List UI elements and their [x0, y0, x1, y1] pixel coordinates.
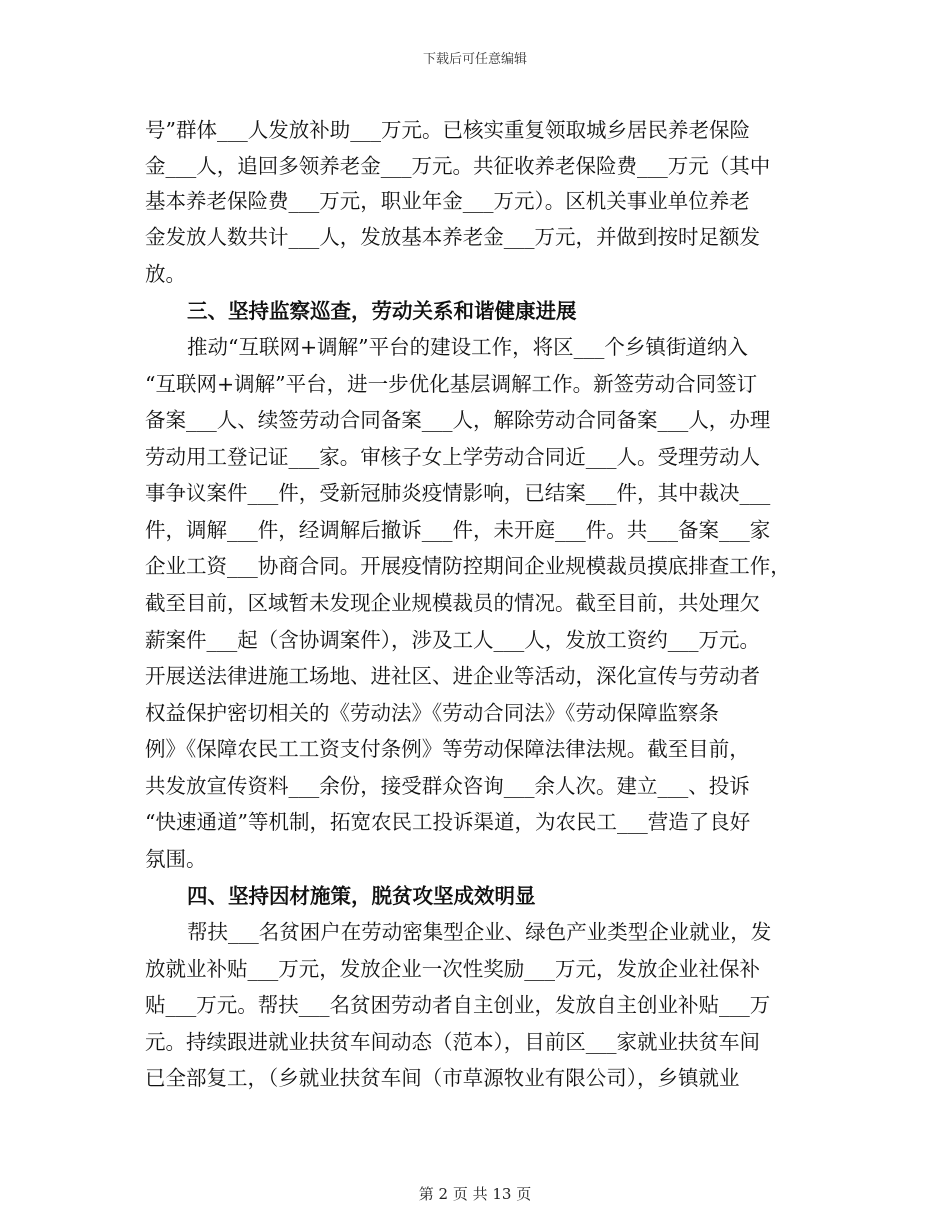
paragraph-line: 例》《保障农民工工资支付条例》等劳动保障法律法规。截至目前， — [145, 737, 750, 761]
section-heading-4: 四、坚持因材施策，脱贫攻坚成效明显 — [187, 884, 536, 908]
paragraph-line: 贴___万元。帮扶___名贫困劳动者自主创业，发放自主创业补贴___万 — [145, 993, 771, 1017]
paragraph-line: 号”群体___人发放补助___万元。已核实重复领取城乡居民养老保险 — [145, 118, 750, 142]
paragraph-line: 劳动用工登记证___家。审核子女上学劳动合同近___人。受理劳动人 — [145, 445, 760, 469]
paragraph-line: 基本养老保险费___万元，职业年金___万元）。区机关事业单位养老 — [145, 189, 750, 213]
section-heading-3: 三、坚持监察巡查，劳动关系和谐健康进展 — [187, 299, 577, 323]
page-header: 下载后可任意编辑 — [422, 52, 527, 67]
paragraph-line: 放。 — [145, 262, 186, 286]
paragraph-line: 权益保护密切相关的《劳动法》《劳动合同法》《劳动保障监察条 — [145, 701, 719, 725]
paragraph-line: 氛围。 — [145, 847, 207, 871]
paragraph-line: “快速通道”等机制，拓宽农民工投诉渠道，为农民工___营造了良好 — [145, 810, 751, 834]
paragraph-line: 金发放人数共计___人，发放基本养老金___万元，并做到按时足额发 — [145, 225, 760, 249]
paragraph-line: 企业工资___协商合同。开展疫情防控期间企业规模裁员摸底排查工作， — [145, 554, 791, 578]
paragraph-line: 已全部复工，（乡就业扶贫车间（市草源牧业有限公司），乡镇就业 — [145, 1066, 740, 1090]
paragraph-line: 开展送法律进施工场地、进社区、进企业等活动，深化宣传与劳动者 — [145, 664, 760, 688]
paragraph-line: 推动“互联网+调解”平台的建设工作，将区___个乡镇街道纳入 — [187, 335, 748, 359]
paragraph-line: 件，调解___件，经调解后撤诉___件，未开庭___件。共___备案___家 — [145, 518, 771, 542]
paragraph-line: “互联网+调解”平台，进一步优化基层调解工作。新签劳动合同签订 — [145, 372, 758, 396]
paragraph-line: 截至目前，区域暂未发现企业规模裁员的情况。截至目前，共处理欠 — [145, 591, 760, 615]
paragraph-line: 元。持续跟进就业扶贫车间动态（范本），目前区___家就业扶贫车间 — [145, 1030, 760, 1054]
paragraph-line: 薪案件___起（含协调案件），涉及工人___人，发放工资约___万元。 — [145, 628, 760, 652]
paragraph-line: 金___人，追回多领养老金___万元。共征收养老保险费___万元（其中 — [145, 154, 771, 178]
paragraph-line: 帮扶___名贫困户在劳动密集型企业、绿色产业类型企业就业，发 — [187, 920, 772, 944]
paragraph-line: 共发放宣传资料___余份，接受群众咨询___余人次。建立___、投诉 — [145, 774, 750, 798]
paragraph-line: 备案___人、续签劳动合同备案___人，解除劳动合同备案___人，办理 — [145, 408, 771, 432]
page-footer: 第 2 页 共 13 页 — [418, 1185, 532, 1203]
paragraph-line: 事争议案件___件，受新冠肺炎疫情影响，已结案___件，其中裁决___ — [145, 481, 771, 505]
paragraph-line: 放就业补贴___万元，发放企业一次性奖励___万元，发放企业社保补 — [145, 957, 760, 981]
